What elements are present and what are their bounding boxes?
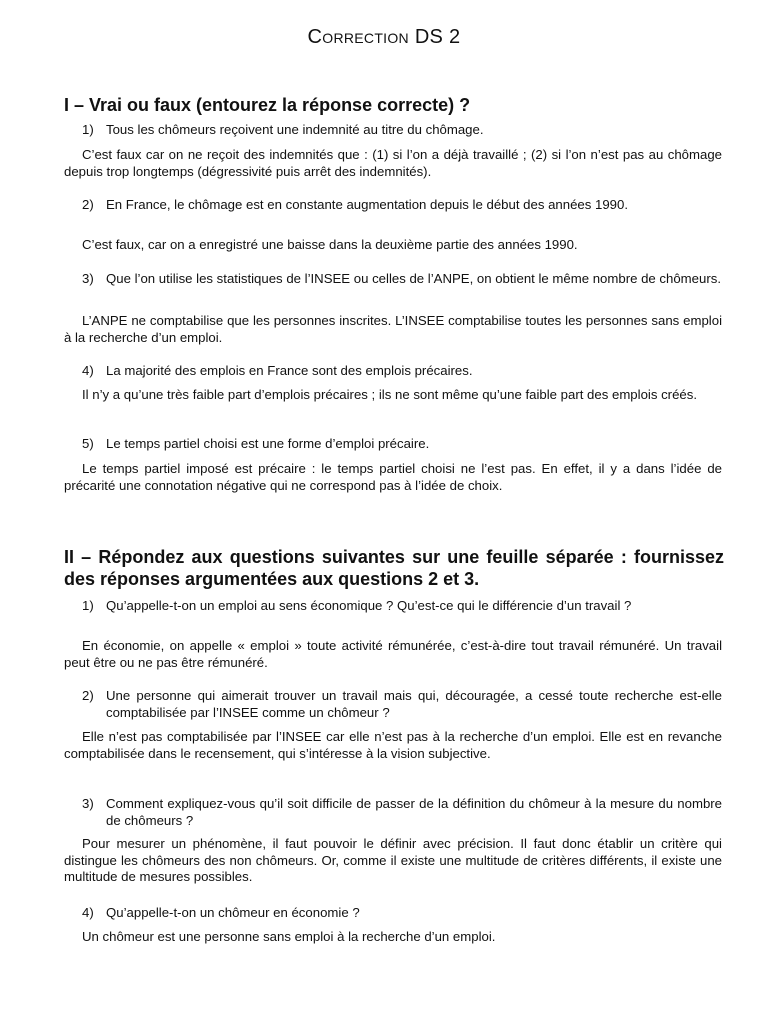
question-text: Tous les chômeurs reçoivent une indemnité au titre du chômage. [106, 122, 484, 137]
section-2-heading: II – Répondez aux questions suivantes sur une feuille séparée : fournissez des réponses argumentées aux questions 2 et 3. [64, 547, 724, 589]
question-1-5 [64, 436, 722, 453]
answer-1-3: L’ANPE ne comptabilise que les personnes inscrites. L’INSEE comptabilise toutes les personnes sans emploi à la recherche d’un emploi. [64, 313, 722, 345]
answer-2-4: Un chômeur est une personne sans emploi à la recherche d’un emploi. [82, 929, 496, 944]
question-text: Que l’on utilise les statistiques de l’INSEE ou celles de l’ANPE, on obtient le même nombre de chômeurs. [106, 271, 721, 286]
question-text: En France, le chômage est en constante augmentation depuis le début des années 1990. [106, 197, 629, 212]
question-1-4 [64, 363, 722, 380]
question-number: 3) [82, 796, 94, 811]
question-number: 5) [82, 436, 94, 451]
question-2-1 [64, 598, 722, 615]
question-text: Qu’appelle-t-on un emploi au sens économique ? Qu’est-ce qui le différencie d’un travail ? [106, 598, 632, 613]
question-2-4 [64, 905, 722, 922]
answer-1-4: Il n’y a qu’une très faible part d’emplois précaires ; ils ne sont même qu’une faible part des emplois créés. [82, 387, 697, 402]
answer-2-3: Pour mesurer un phénomène, il faut pouvoir le définir avec précision. Il faut donc établir un critère qui distingue les chômeurs des non chômeurs. Or, comme il existe une multitude de critères différents, il existe une multitude de mesures possibles. [64, 836, 722, 884]
question-2-2 [64, 688, 722, 721]
answer-2-2: Elle n’est pas comptabilisée par l’INSEE car elle n’est pas à la recherche d’un emploi. Elle est en revanche comptabilisée dans le recensement, qui s’intéresse à la vision subjective. [64, 729, 722, 761]
question-text: Le temps partiel choisi est une forme d’emploi précaire. [106, 436, 430, 451]
section-1-heading: I – Vrai ou faux (entourez la réponse correcte) ? [64, 95, 471, 115]
answer-2-1: En économie, on appelle « emploi » toute activité rémunérée, c’est-à-dire tout travail rémunéré. Un travail peut être ou ne pas être rémunéré. [64, 638, 722, 670]
answer-1-2: C’est faux, car on a enregistré une baisse dans la deuxième partie des années 1990. [82, 237, 578, 252]
question-text: Qu’appelle-t-on un chômeur en économie ? [106, 905, 360, 920]
question-2-3 [64, 796, 722, 829]
answer-1-1: C’est faux car on ne reçoit des indemnités que : (1) si l’on a déjà travaillé ; (2) si l’on n’est pas au chômage depuis trop longtemps (dégressivité puis arrêt des indemnités). [64, 147, 722, 179]
question-number: 3) [82, 271, 94, 286]
question-1-2 [64, 197, 722, 214]
document-title: Correction DS 2 [307, 26, 461, 48]
answer-1-5: Le temps partiel imposé est précaire : le temps partiel choisi ne l’est pas. En effet, il y a dans l’idée de précarité une connotation négative qui ne correspond pas à l’idée de choix. [64, 461, 722, 493]
question-number: 1) [82, 598, 94, 613]
question-text: Une personne qui aimerait trouver un travail mais qui, découragée, a cessé toute recherche est-elle comptabilisée par l’INSEE comme un chômeur ? [106, 688, 722, 720]
question-number: 2) [82, 197, 94, 212]
question-1-3 [64, 271, 722, 288]
question-text: Comment expliquez-vous qu’il soit difficile de passer de la définition du chômeur à la mesure du nombre de chômeurs ? [106, 796, 722, 828]
question-text: La majorité des emplois en France sont des emplois précaires. [106, 363, 473, 378]
question-number: 4) [82, 905, 94, 920]
question-number: 4) [82, 363, 94, 378]
question-number: 1) [82, 122, 94, 137]
question-number: 2) [82, 688, 94, 703]
question-1-1 [64, 122, 722, 139]
